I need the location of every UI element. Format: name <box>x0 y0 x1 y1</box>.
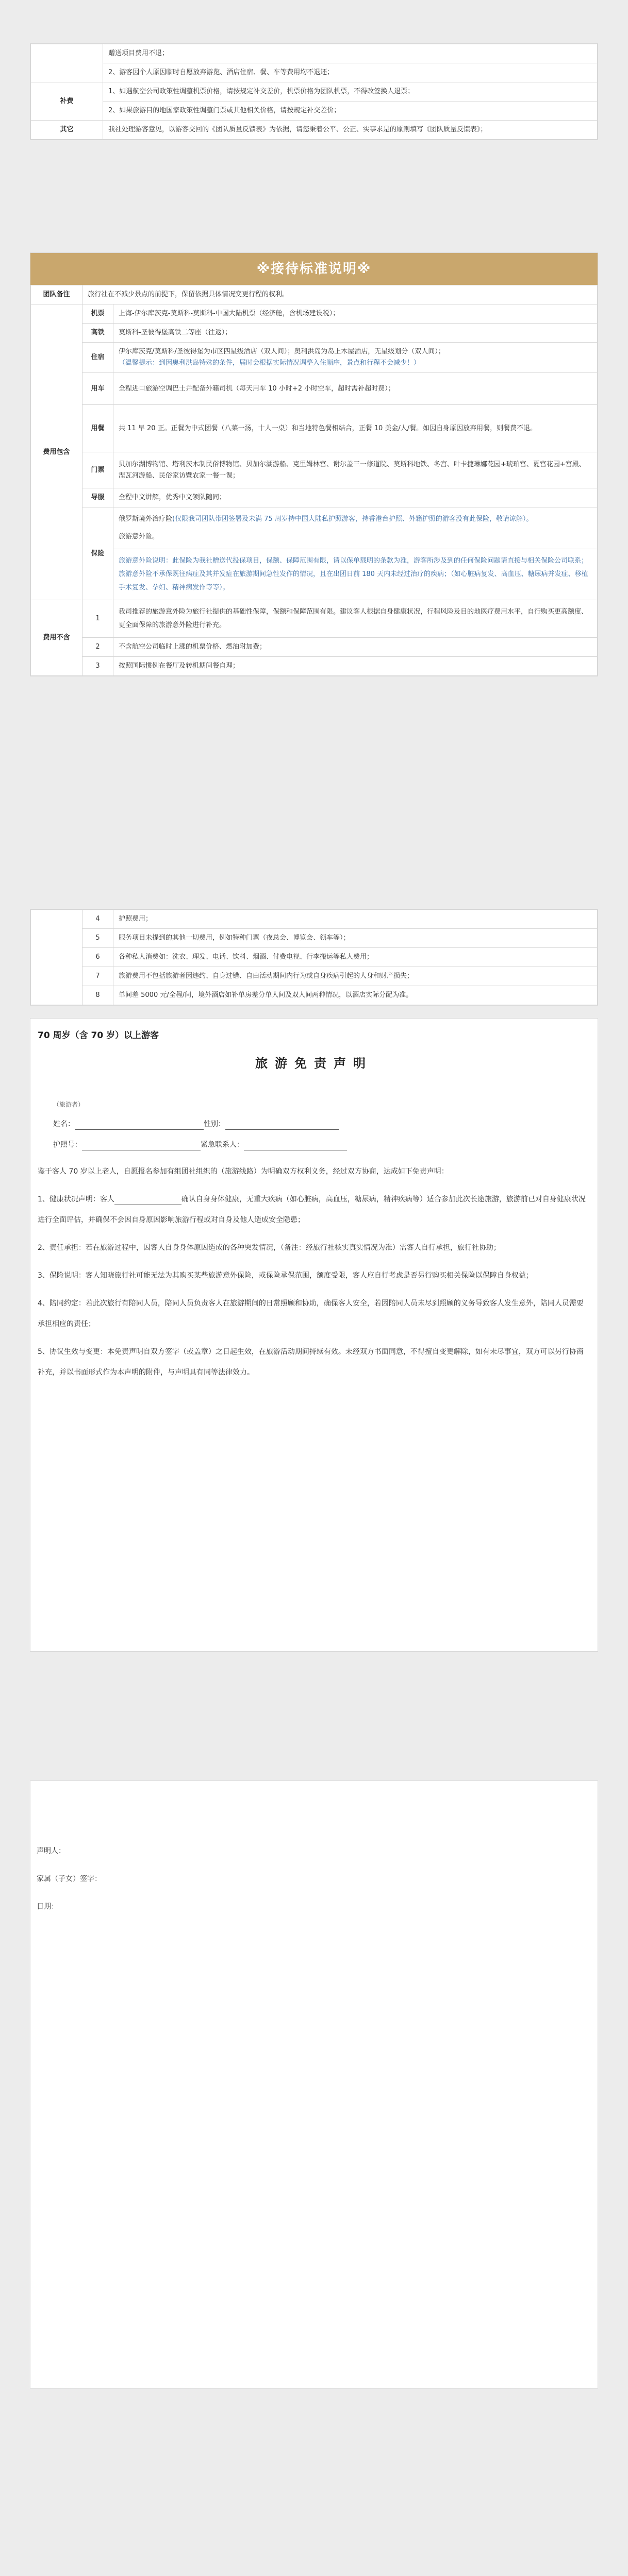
insurance-l1-text: 俄罗斯境外治疗险 <box>119 515 173 523</box>
blank-cell <box>31 910 82 1005</box>
fee-notes-table <box>30 43 598 140</box>
excluded-num: 1 <box>82 600 113 638</box>
waiver-clause-2: 2、责任承担：若在旅游过程中，因客人自身身体原因造成的各种突发情况，（备注：经旅行社核实真实情况为准）需客人自行承担，旅行社协助； <box>38 1244 501 1252</box>
car-text: 全程进口旅游空调巴士并配备外籍司机（每天用车 10 小时+2 小时空车，超时需补超时费）； <box>113 373 598 405</box>
gender-field[interactable] <box>225 1118 339 1130</box>
included-label: 费用包含 <box>31 304 82 600</box>
waiver-intro: 鉴于客人 70 岁以上老人，自愿报名参加有组团社组织的（旅游线路）为明确双方权利义务，经过双方协商，达成如下免责声明： <box>38 1167 449 1176</box>
clause-1-body: 确认自身身体健康，无重大疾病（如心脏病，高血压，糖尿病，精神疾病等）适合参加此次长途旅游，旅游前已对自身健康状况进行全面评估，并确保不会因自身原因影响旅游行程或对自身及他人造成安全隐患； <box>38 1195 586 1224</box>
compensation-label: 补费 <box>31 82 103 121</box>
compensation-line: 1、如遇航空公司政策性调整机票价格，请按规定补交差价，机票价格为团队机票，不得改签换人退票； <box>103 82 598 101</box>
waiver-clause-1 <box>38 1189 590 1230</box>
gender-label: 性别： <box>204 1120 225 1128</box>
flight-text: 上海-伊尔库茨克-莫斯科-莫斯科-中国大陆机票（经济舱，含机场建设税）； <box>113 304 598 324</box>
flight-label: 机票 <box>82 304 113 324</box>
train-text: 莫斯科-圣彼得堡高铁二等座（往返）； <box>113 324 598 343</box>
excluded-text: 不含航空公司临时上涨的机票价格、燃油附加费； <box>113 638 598 657</box>
excluded-num: 8 <box>82 986 113 1005</box>
voluntary-waive-note: 2、游客因个人原因临时自愿放弃游览、酒店住宿、餐、车等费用均不退还； <box>103 63 598 82</box>
hotel-note: （温馨提示：到因奥利洪岛特殊的条件，届时会根据实际情况调整入住顺序，景点和行程不会减少！） <box>119 359 421 367</box>
name-field[interactable] <box>75 1118 204 1130</box>
team-note-text: 旅行社在不减少景点的前提下，保留依据具体情况变更行程的权利。 <box>82 285 598 304</box>
other-label: 其它 <box>31 121 103 140</box>
contact-field[interactable] <box>244 1139 347 1150</box>
passport-contact-row <box>38 1134 590 1155</box>
train-label: 高铁 <box>82 324 113 343</box>
signature-block <box>30 1781 598 2388</box>
blank-cell <box>31 44 103 82</box>
car-label: 用车 <box>82 373 113 405</box>
liability-waiver <box>30 1018 598 1652</box>
guide-label: 导服 <box>82 488 113 507</box>
client-name-field[interactable] <box>114 1194 181 1205</box>
contact-label: 紧急联系人： <box>201 1141 244 1149</box>
clause-1-lead: 1、健康状况声明：客人 <box>38 1195 114 1204</box>
excluded-text: 旅游费用不包括旅游者因违约、自身过错、自由活动期间内行为或自身疾病引起的人身和财产损失； <box>113 967 598 986</box>
passport-label: 护照号： <box>53 1141 82 1149</box>
waiver-title: 旅游免责声明 <box>255 1056 373 1071</box>
excluded-text: 各种私人消费如：洗衣、理发、电话、饮料、烟酒、付费电视、行李搬运等私人费用； <box>113 948 598 967</box>
name-gender-row <box>38 1114 590 1134</box>
date-label: 日期： <box>37 1903 58 1911</box>
meals-text: 共 11 早 20 正。正餐为中式团餐（八菜一汤，十人一桌）和当地特色餐相结合，正餐 10 美金/人/餐。如因自身原因放弃用餐，则餐费不退。 <box>113 405 598 452</box>
family-signature-label: 家属（子女）签字： <box>37 1875 102 1883</box>
insurance-l3: 旅游意外险说明：此保险为我社赠送代投保项目，保额、保障范围有限，请以保单载明的条款为准，游客所涉及到的任何保险问题请直接与相关保险公司联系；旅游意外险不承保既往病症及其并发症在旅游期间急性发作的情况，且在出团日前 180 天内未经过治疗的疾病；（如心脏病复发、高血压、糖尿病并发症、移植手术复发、孕妇、精神病发作等等）。 <box>113 549 598 600</box>
insurance-l1-note: (仅限我司团队带团签署及未满 75 周岁持中国大陆私护照游客，持香港台护照、外籍护照的游客没有此保险，敬请谅解）。 <box>172 515 533 523</box>
insurance-l2: 旅游意外险。 <box>119 533 159 540</box>
excluded-text: 我司推荐的旅游意外险为旅行社提供的基础性保障，保额和保障范围有限。建议客人根据自身健康状况，行程风险及目的地医疗费用水平，自行购买更高额度、更全面保障的旅游意外险进行补充。 <box>113 600 598 638</box>
waiver-clause-3: 3、保险说明：客人知晓旅行社可能无法为其购买某些旅游意外保险，或保险承保范围，额度受限，客人应自行考虑是否另行购买相关保险以保障自身权益； <box>38 1272 533 1280</box>
age-title: 70 周岁（含 70 岁）以上游客 <box>38 1030 159 1041</box>
excluded-text: 护照费用； <box>113 910 598 929</box>
other-text: 我社处理游客意见，以游客交回的《团队质量反馈表》为依据，请您秉着公平、公正、实事求是的原则填写《团队质量反馈表》； <box>103 121 598 140</box>
meals-label: 用餐 <box>82 405 113 452</box>
waiver-clause-5: 5、协议生效与变更：本免责声明自双方签字（或盖章）之日起生效，在旅游活动期间持续有效。未经双方书面同意，不得擅自变更解除，如有未尽事宜，双方可以另行协商补充，并以书面形式作为本声明的附件，与声明具有同等法律效力。 <box>38 1348 584 1377</box>
excluded-num: 7 <box>82 967 113 986</box>
hotel-text: 伊尔库茨克/莫斯科/圣彼得堡为市区四星级酒店（双人间）；奥利洪岛为岛上木屋酒店，无星级划分（双人间）； <box>119 348 445 355</box>
declarant-label: 声明人： <box>37 1847 65 1855</box>
tourist-label: （旅游者） <box>53 1101 85 1108</box>
reception-standards-banner: ※接待标准说明※ <box>30 253 598 285</box>
team-note-label: 团队备注 <box>31 285 82 304</box>
tickets-text: 贝加尔湖博物馆、塔利茨木制民俗博物馆、贝加尔湖游船、克里姆林宫、谢尔盖三一修道院、莫斯科地铁、冬宫、叶卡捷琳娜花园+琥珀宫、夏宫花园+宫殿、涅瓦河游船、民俗家访暨农家一餐一课； <box>113 452 598 488</box>
compensation-line: 2、如果旅游目的地国家政策性调整门票或其他相关价格，请按规定补交差价； <box>103 101 598 121</box>
gift-items-note: 赠送项目费用不退； <box>103 44 598 63</box>
hotel-cell <box>113 343 598 373</box>
tickets-label: 门票 <box>82 452 113 488</box>
excluded-text: 单间差 5000 元/全程/间，境外酒店如补单房差分单人间及双人间两种情况，以酒店实际分配为准。 <box>113 986 598 1005</box>
excluded-text: 服务项目未提到的其他一切费用，例如特种门票（夜总会、博览会、领车等）； <box>113 929 598 948</box>
name-label: 姓名： <box>53 1120 75 1128</box>
excluded-num: 5 <box>82 929 113 948</box>
excluded-continued-table <box>30 909 598 1006</box>
reception-standards <box>30 252 598 676</box>
passport-field[interactable] <box>82 1139 201 1150</box>
excluded-label: 费用不含 <box>31 600 82 676</box>
excluded-num: 3 <box>82 657 113 676</box>
excluded-num: 6 <box>82 948 113 967</box>
waiver-clause-4: 4、陪同约定：若此次旅行有陪同人员，陪同人员负责客人在旅游期间的日常照顾和协助，确保客人安全，若因陪同人员未尽到照顾的义务导致客人发生意外，陪同人员需要承担相应的责任； <box>38 1299 584 1328</box>
insurance-label: 保险 <box>82 507 113 600</box>
guide-text: 全程中文讲解，优秀中文领队随同； <box>113 488 598 507</box>
insurance-cell <box>113 507 598 549</box>
excluded-text: 按照国际惯例在餐厅及转机期间餐自理； <box>113 657 598 676</box>
excluded-num: 2 <box>82 638 113 657</box>
hotel-label: 住宿 <box>82 343 113 373</box>
excluded-num: 4 <box>82 910 113 929</box>
